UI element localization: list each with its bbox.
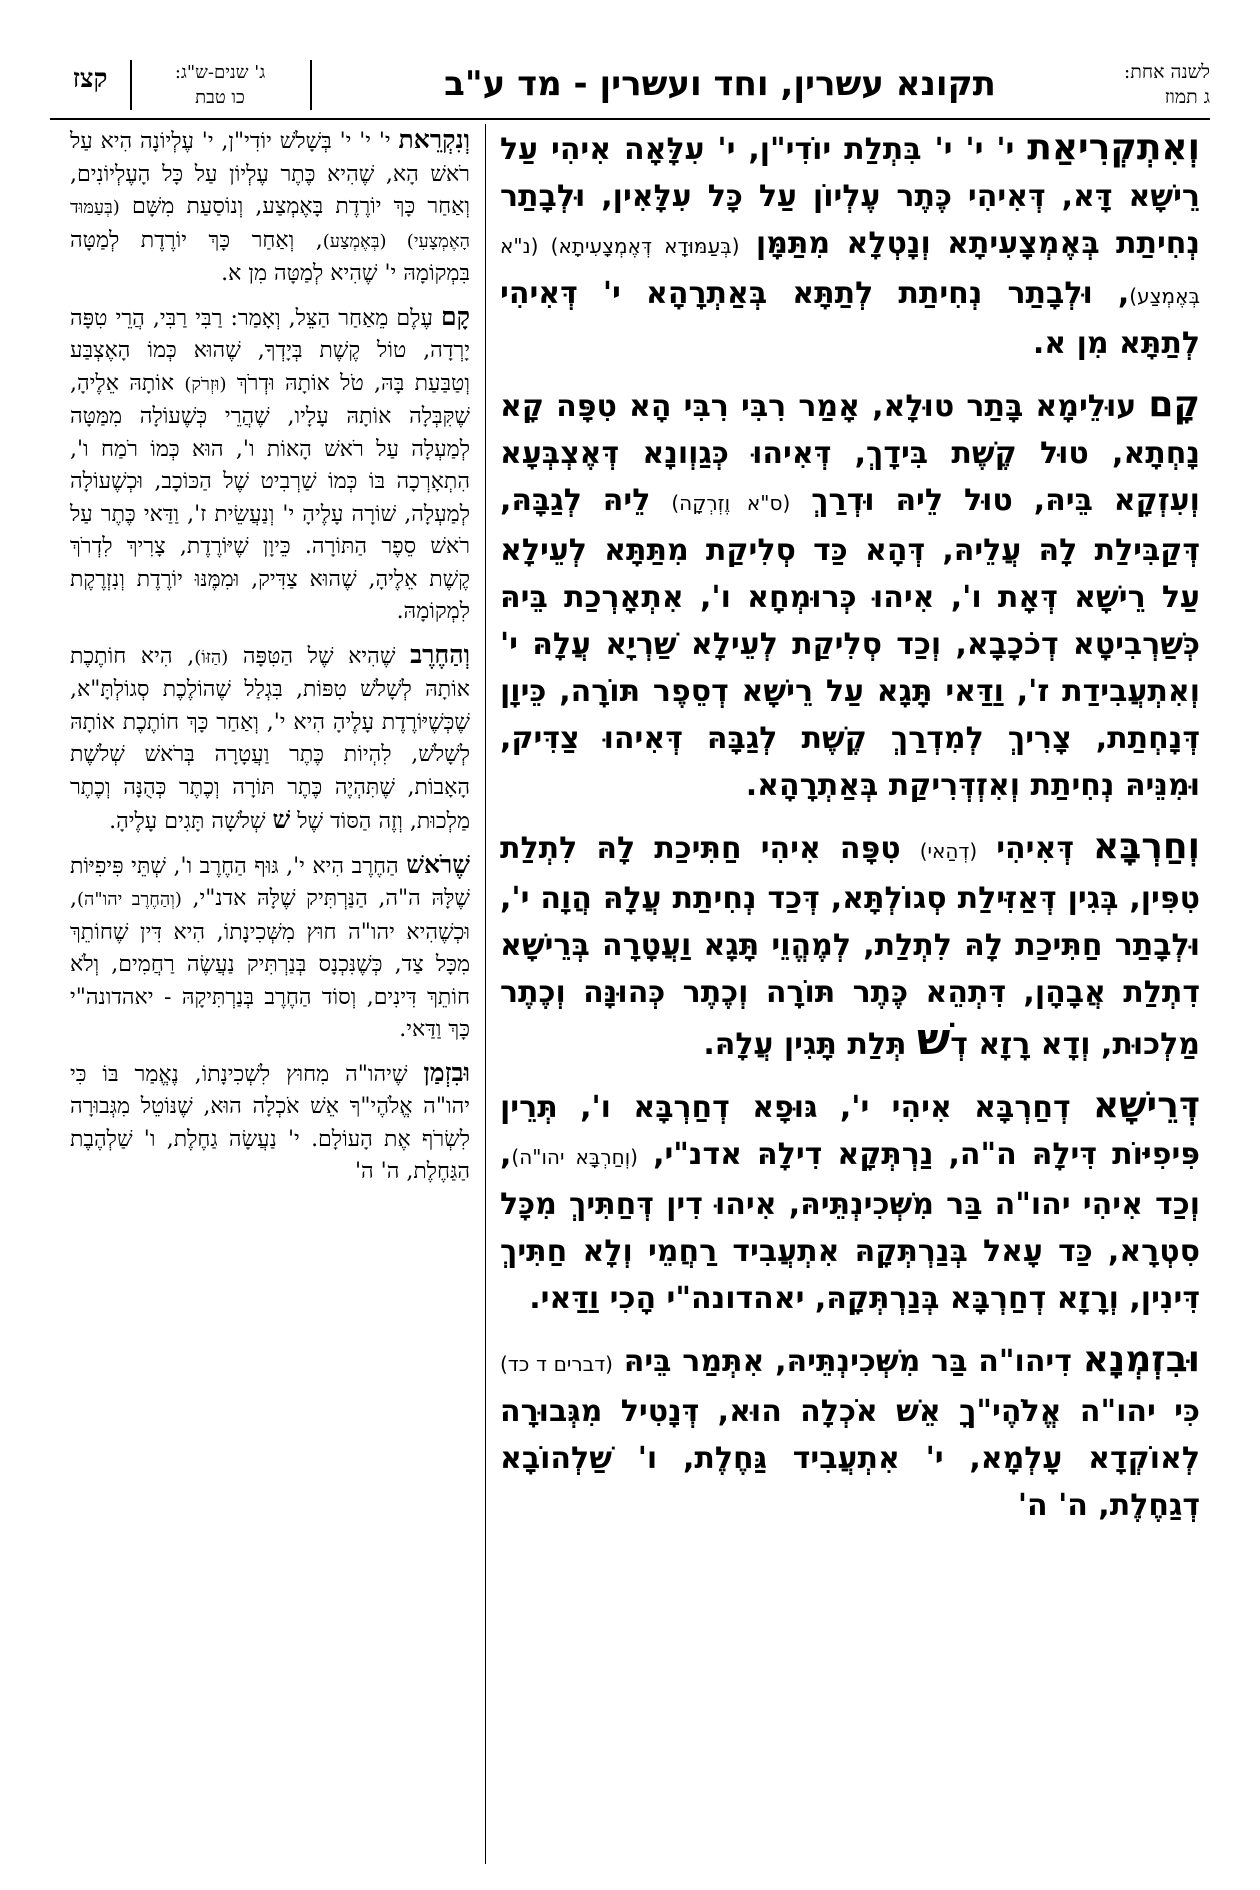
paragraph-note: (דברים ד כד) bbox=[500, 1352, 613, 1376]
paragraph-text: טִפָּה אִיהִי חַתִּיכַת לָהּ לִתְלַת טִפִּין, בְּגִין דְּאַזִּילַת סְגוֹלְתָּא, דְּכַד נְחִיתַת עֲלָהּ הֲוָה י', וּלְבָתַר חַתִּיכַת לָהּ לִתְלַת, לְמֶהֱוֵי תָּגָא וַעֲטָרָה בְּרֵישָׁא דִתְלַת אֲבָהָן, דִּתְהֵא כֶּתֶר תּוֹרָה וְכֶתֶר כְּהוּנָּה וְכֶתֶר מַלְכוּת, וְדָא רָזָא דְ bbox=[500, 831, 1200, 1062]
paragraph-text: , וְאַחַר כָּךְ יוֹרֶדֶת לְמַטָּה בִּמְקוֹמָהּ י' שֶׁהִיא לְמַטָּה מִן א. bbox=[70, 227, 470, 286]
paragraph-text: דִיהו"ה בַּר מִשְּׁכִינְתֵּיהּ, אִתְּמַר בֵּיהּ bbox=[623, 1344, 1072, 1379]
paragraph-text: דְחַרְבָּא אִיהִי י', גּוּפָא דְחַרְבָּא ו', תְּרֵין פִּיפִיּוֹת דִּילָהּ ה"ה, נַרְתְּקָא דִילָהּ אדנ"י, bbox=[500, 1090, 1201, 1172]
paragraph-lead-word: וּבִזְמְנָא bbox=[1082, 1339, 1201, 1380]
paragraph-note: (דְהַאי) bbox=[919, 839, 978, 863]
paragraph-text: עֶלֶם מֵאַחַר הַצֵּל, וְאָמַר: רַבִּי רַבִּי, הֲרֵי טִפָּה יָרְדָה, טוֹל קֶשֶׁת בְּיָדְךָ, שֶׁהוּא כְּמוֹ הָאֶצְבַּע וְטַבַּעַת בָּהּ, טֹל אוֹתָהּ וּדְרֹךְ bbox=[70, 305, 470, 396]
translation-column bbox=[70, 124, 470, 1199]
paragraph-text: כִּי יהו"ה אֱלֹהֶי"ךָ אֵשׁ אֹכְלָה הוּא, דְּנָטִיל מִגְּבוּרָה לְאוֹקְדָא עָלְמָא, י' אִתְעֲבִיד גַּחֶלֶת, ו' שַׁלְהוֹבָא דְגַחֶלֶת, ה' ה' bbox=[500, 1394, 1200, 1523]
shin-letter: שׁ bbox=[272, 805, 291, 834]
header-rule bbox=[50, 118, 1210, 120]
paragraph-text: אוֹתָהּ אֵלֶיהָ, שֶׁקִּבְּלָה אוֹתָהּ עָלָיו, שֶׁהֲרֵי כְּשֶׁעוֹלָה מִמַּטָּה לְמַעְלָה עַל רֹאשׁ הָאוֹת ו', הוּא כְּמוֹ רֹמַח ו', הִתְאָרְכָה בּוֹ כְּמוֹ שַׁרְבִיט שֶׁל הַכּוֹכָב, וּכְשֶׁעוֹלָה לְמַעְלָה, שׁוֹרָה עָלֶיהָ י' וְנַעֲשֵׂית ז', וַדַּאי כֶּתֶר עַל רֹאשׁ סֵפֶר הַתּוֹרָה. כֵּיוָן שֶׁיּוֹרֶדֶת, צָרִיךְ לִדְרֹךְ קֶשֶׁת אֵלֶיהָ, שֶׁהוּא צַדִּיק, וּמִמֶּנּוּ יוֹרֶדֶת וְנִזְרֶקֶת לִמְקוֹמָהּ. bbox=[70, 370, 470, 624]
translation-paragraph bbox=[70, 849, 470, 1047]
paragraph-text: שֶׁהִיא שֶׁל הַטִּפָּה bbox=[242, 643, 396, 669]
paragraph-lead-word: וּבִזְמַן bbox=[423, 1057, 470, 1087]
paragraph-note: (הַזּוֹ) bbox=[194, 646, 229, 668]
main-paragraph bbox=[500, 124, 1200, 367]
page-title: תקונא עשרין, וחד ועשרין - מד ע"ב bbox=[444, 64, 996, 104]
paragraph-lead-word: וְהַחֶרֶב bbox=[410, 639, 470, 669]
paragraph-text: לֵיהּ לְגַבָּהּ, דְּקַבִּילַת לָהּ עֲלֵיהּ, דְּהָא כַּד סְלִיקַת מִתַּתָּא לְעֵילָא עַל רֵישָׁא דְּאָת ו', אִיהוּ כְּרוּמְחָא ו', אִתְאָרְכַת בֵּיהּ כְּשַׁרְבִיטָא דְכֹכָבָא, וְכַד סְלִיקַת לְעֵילָא שַׁרְיָא עֲלָהּ י' וְאִתְעֲבִידַת ז', וַדַּאי תָּגָא עַל רֵישָׁא דְסֵפֶר תּוֹרָה, כֵּיוָן דְּנָחְתַת, צָרִיךְ לְמִדְרַךְ קֶשֶׁת לְגַבָּהּ דְּאִיהוּ צַדִּיק, וּמִנֵּיהּ נְחִיתַת וְאִזְדְּרִיקַת בְּאַתְרָהָא. bbox=[500, 483, 1200, 803]
paragraph-text: , וּלְבָתַר נְחִיתַת לְתַתָּא בְּאַתְרָהָא י' דְּאִיהִי לְתַתָּא מִן א. bbox=[500, 276, 1200, 361]
header-separator bbox=[310, 60, 312, 110]
header-reading-schedule bbox=[1124, 60, 1210, 110]
translation-paragraph bbox=[70, 639, 470, 839]
header-separator bbox=[130, 60, 132, 110]
paragraph-text: שְׁלֹשָׁה תָּגִים עָלֶיהָ. bbox=[109, 809, 266, 834]
header-cycle-label: ג' שנים-ש"ג: bbox=[174, 62, 266, 83]
paragraph-text: י' י' י' בְּשָׁלֹשׁ יוֹדִי"ן, י' עֶלְיוֹנָה הִיא עַל רֹאשׁ הָא, שֶׁהִיא כֶּתֶר עֶלְיוֹן עַל כָּל הָעֶלְיוֹנִים, וְאַחַר כָּךְ יוֹרֶדֶת בָּאֶמְצַע, וְנוֹסַעַת מִשָּׁם bbox=[70, 129, 470, 219]
header-schedule-label: לשנה אחת: bbox=[1123, 61, 1210, 83]
paragraph-text: , הִיא חוֹתֶכֶת אוֹתָהּ לְשָׁלֹשׁ טִפּוֹת, בִּגְלַל שֶׁהוֹלֶכֶת סְגוֹלְתָּ"א, שֶׁכְּשֶׁיּוֹרֶדֶת עָלֶיהָ הִיא י', וְאַחַר כָּךְ חוֹתֶכֶת אוֹתָהּ לְשָׁלֹשׁ, לִהְיוֹת כֶּתֶר וַעֲטָרָה בְּרֹאשׁ שְׁלֹשֶׁת הָאָבוֹת, שֶׁתִּהְיֶה כֶּתֶר תּוֹרָה וְכֶתֶר כְּהֻנָּה וְכֶתֶר מַלְכוּת, וְזֶה הַסּוֹד שֶׁל bbox=[70, 643, 470, 834]
translation-paragraph bbox=[70, 301, 470, 629]
paragraph-lead-word: שֶׁרֹאשׁ bbox=[406, 849, 470, 879]
translation-paragraph bbox=[70, 1057, 470, 1189]
paragraph-note: (וּזְרֹק) bbox=[184, 373, 227, 395]
paragraph-note: (וְחַרְבָּא יהו"ה) bbox=[511, 1145, 638, 1169]
paragraph-note: (בְּעַמּוּדָא דְּאֶמְצָעִיתָא) (נ"א בְּאֶמְצַע) bbox=[500, 234, 1200, 308]
header-schedule-date: ג תמוז bbox=[1164, 86, 1210, 108]
header-cycle-date: כו טבת bbox=[195, 87, 245, 108]
main-paragraph bbox=[500, 381, 1200, 809]
shin-letter: שׁ bbox=[916, 1014, 951, 1065]
page bbox=[30, 20, 1230, 1870]
main-paragraph bbox=[500, 1336, 1200, 1529]
page-number: קצז bbox=[72, 64, 108, 94]
paragraph-text: דְּאִיהִי bbox=[996, 831, 1074, 866]
header-cycle-schedule bbox=[140, 60, 300, 110]
main-text-column bbox=[500, 124, 1200, 1543]
paragraph-text: י' י' י' בִּתְלַת יוֹדִי"ן, י' עִלָּאָה אִיהִי עַל רֵישָׁא דָּא, דְּאִיהִי כֶּתֶר עֶלְיוֹן עַל כָּל עִלָּאִין, וּלְבָתַר נְחִיתַת בְּאֶמְצָעִיתָא וְנָטְלָא מִתַּמָּן bbox=[500, 132, 1201, 261]
paragraph-text: , וּכְשֶׁהִיא יהו"ה חוּץ מִשְּׁכִינָתוֹ, הִיא דִּין שֶׁחוֹתֵךְ מִכָּל צַד, כְּשֶׁנִּכְנָס בְּנַרְתִּיק נַעֲשֶׂה רַחֲמִים, וְלֹא חוֹתֵךְ דִּינִים, וְסוֹד הַחֶרֶב בְּנַרְתִּיקָהּ - יאהדונה"י כָּךְ וַדַּאי. bbox=[70, 886, 470, 1042]
paragraph-note: (וְהַחֶרֶב יהו"ה) bbox=[77, 889, 182, 910]
main-paragraph bbox=[500, 1082, 1200, 1322]
paragraph-lead-word: דְּרֵישָׁא bbox=[1093, 1085, 1200, 1126]
translation-paragraph bbox=[70, 124, 470, 291]
paragraph-text: תְּלַת תָּגִין עֲלָהּ. bbox=[703, 1027, 907, 1062]
paragraph-text: שֶׁיהו"ה מִחוּץ לִשְׁכִינָתוֹ, נֶאֱמַר בּוֹ כִּי יהו"ה אֱלֹהֶי"ךָ אֵשׁ אֹכְלָה הוּא, שֶׁנּוֹטֵל מִגְּבוּרָה לִשְׂרֹף אֶת הָעוֹלָם. י' נַעֲשָׂה גַחֶלֶת, ו' שַׁלְהֶבֶת הַגַּחֶלֶת, ה' ה' bbox=[70, 1061, 470, 1184]
paragraph-lead-word: וְאִתְקְרִיאַת bbox=[1027, 127, 1200, 168]
paragraph-note: (ס"א וֶזְרְקָה) bbox=[671, 491, 791, 515]
page-header bbox=[30, 20, 1230, 110]
paragraph-lead-word: קָם bbox=[1148, 384, 1200, 425]
column-divider bbox=[485, 124, 486, 1864]
paragraph-lead-word: וְנִקְרֵאת bbox=[398, 125, 470, 154]
paragraph-lead-word: קָם bbox=[441, 301, 470, 331]
paragraph-text: עוּלֵימָא בָּתַר טוּלָא, אָמַר רִבִּי רִבִּי הָא טִפָּה קָא נָחְתָא, טוּל קֶשֶׁת בִּידָךְ, דְּאִיהוּ כְּגַוְונָא דְּאֶצְבְּעָא וְעִזְקָא בֵּיהּ, טוּל לֵיהּ וּדְרַךְ bbox=[500, 389, 1200, 518]
main-paragraph bbox=[500, 823, 1200, 1068]
paragraph-text: הַחֶרֶב הִיא י', גּוּף הַחֶרֶב ו', שְׁתֵּי פִּיפִיּוֹת שֶׁלָּהּ ה"ה, הַנַּרְתִּיק שֶׁלָּהּ אדנ"י, bbox=[70, 853, 470, 911]
paragraph-lead-word: וְחַרְבָּא bbox=[1093, 826, 1200, 867]
paragraph-text: , וְכַד אִיהִי יהו"ה בַּר מִשְּׁכִינְתֵּיהּ, אִיהוּ דִין דְּחַתִּיךְ מִכָּל סִטְרָא, כַּד עָאל בְּנַרְתְּקָהּ אִתְעֲבִיד רַחֲמֵי וְלָא חַתִּיךְ דִּינִין, וְרָזָא דְחַרְבָּא בְּנַרְתְּקָהּ, יאהדונה"י הָכִי וַדַּאי. bbox=[500, 1137, 1200, 1316]
paragraph-note: (בְּעַמּוּד הָאֶמְצָעִי) (בְּאֶמְצַע) bbox=[70, 197, 470, 252]
